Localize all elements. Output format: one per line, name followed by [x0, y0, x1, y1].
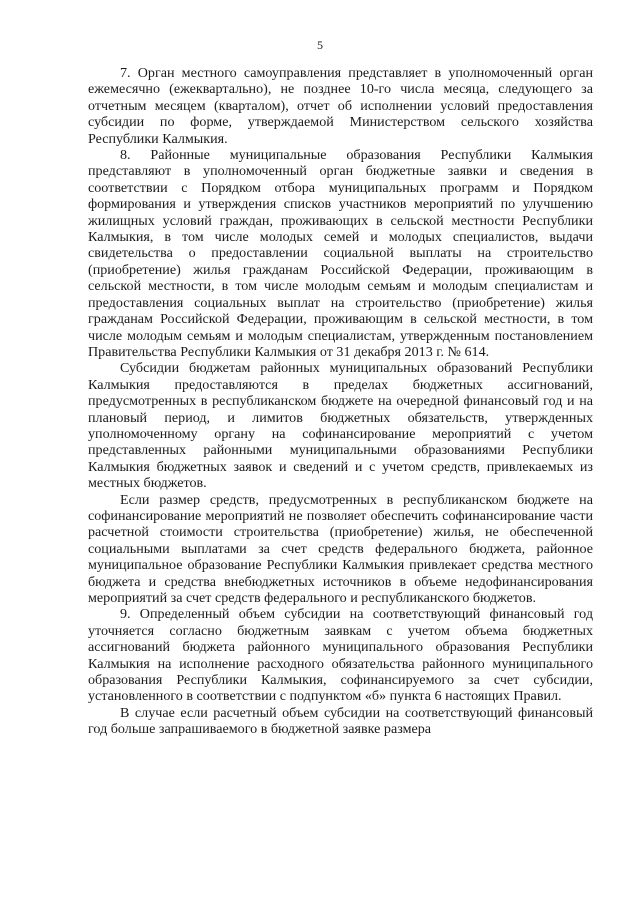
document-body [88, 65, 593, 738]
paragraph-estimated-volume: В случае если расчетный объем субсидии на соответствующий финансовый год больше запрашиваемого в бюджетной заявке размера [88, 704, 593, 738]
paragraph-item-9: 9. Определенный объем субсидии на соответствующий финансовый год уточняется согласно бюджетным заявкам с учетом объема бюджетных ассигнований бюджета районного муниципального образования Республики Калмыкия на исполнение расходного обязательства районного муниципального образования Республики Калмыкия, софинансируемого за счет субсидии, установленного в соответствии с подпунктом «б» пункта 6 настоящих Правил. [88, 606, 593, 705]
paragraph-subsidies-limits: Субсидии бюджетам районных муниципальных образований Республики Калмыкия предоставляются в пределах бюджетных ассигнований, предусмотренных в республиканском бюджете на очередной финансовый год и на плановый период, и лимитов бюджетных обязательств, утвержденных уполномоченному органу на софинансирование мероприятий с учетом представленных районными муниципальными образованиями Республики Калмыкия бюджетных заявок и сведений и с учетом средств, привлекаемых из местных бюджетов. [88, 360, 593, 492]
page-number: 5 [317, 38, 323, 52]
paragraph-cofinancing-shortfall: Если размер средств, предусмотренных в республиканском бюджете на софинансирование мероприятий не позволяет обеспечить софинансирование части расчетной стоимости строительства (приобретение) жилья, не обеспеченной социальными выплатами за счет средств федерального бюджета, районное муниципальное образование Республики Калмыкия привлекает средства местного бюджета и средства внебюджетных источников в объеме недофинансирования мероприятий за счет средств федерального и республиканского бюджетов. [88, 491, 593, 606]
paragraph-item-8: 8. Районные муниципальные образования Республики Калмыкия представляют в уполномоченный орган бюджетные заявки и сведения в соответствии с Порядком отбора муниципальных программ и Порядком формирования и утверждения списков участников мероприятий по улучшению жилищных условий граждан, проживающих в сельской местности Республики Калмыкия, в том числе молодых семей и молодых специалистов, выдачи свидетельства о предоставлении социальной выплаты на строительство (приобретение) жилья гражданам Российской Федерации, проживающим в сельской местности, в том числе молодым семьям и молодым специалистам и предоставления социальных выплат на строительство (приобретение) жилья гражданам Российской Федерации, проживающим в сельской местности, в том числе молодым семьям и молодым специалистам, утвержденным постановлением Правительства Республики Калмыкия от 31 декабря 2013 г. № 614. [88, 147, 593, 360]
paragraph-item-7: 7. Орган местного самоуправления представляет в уполномоченный орган ежемесячно (ежеквартально), не позднее 10-го числа месяца, следующего за отчетным месяцем (кварталом), отчет об исполнении условий предоставления субсидии по форме, утверждаемой Министерством сельского хозяйства Республики Калмыкия. [88, 65, 593, 147]
